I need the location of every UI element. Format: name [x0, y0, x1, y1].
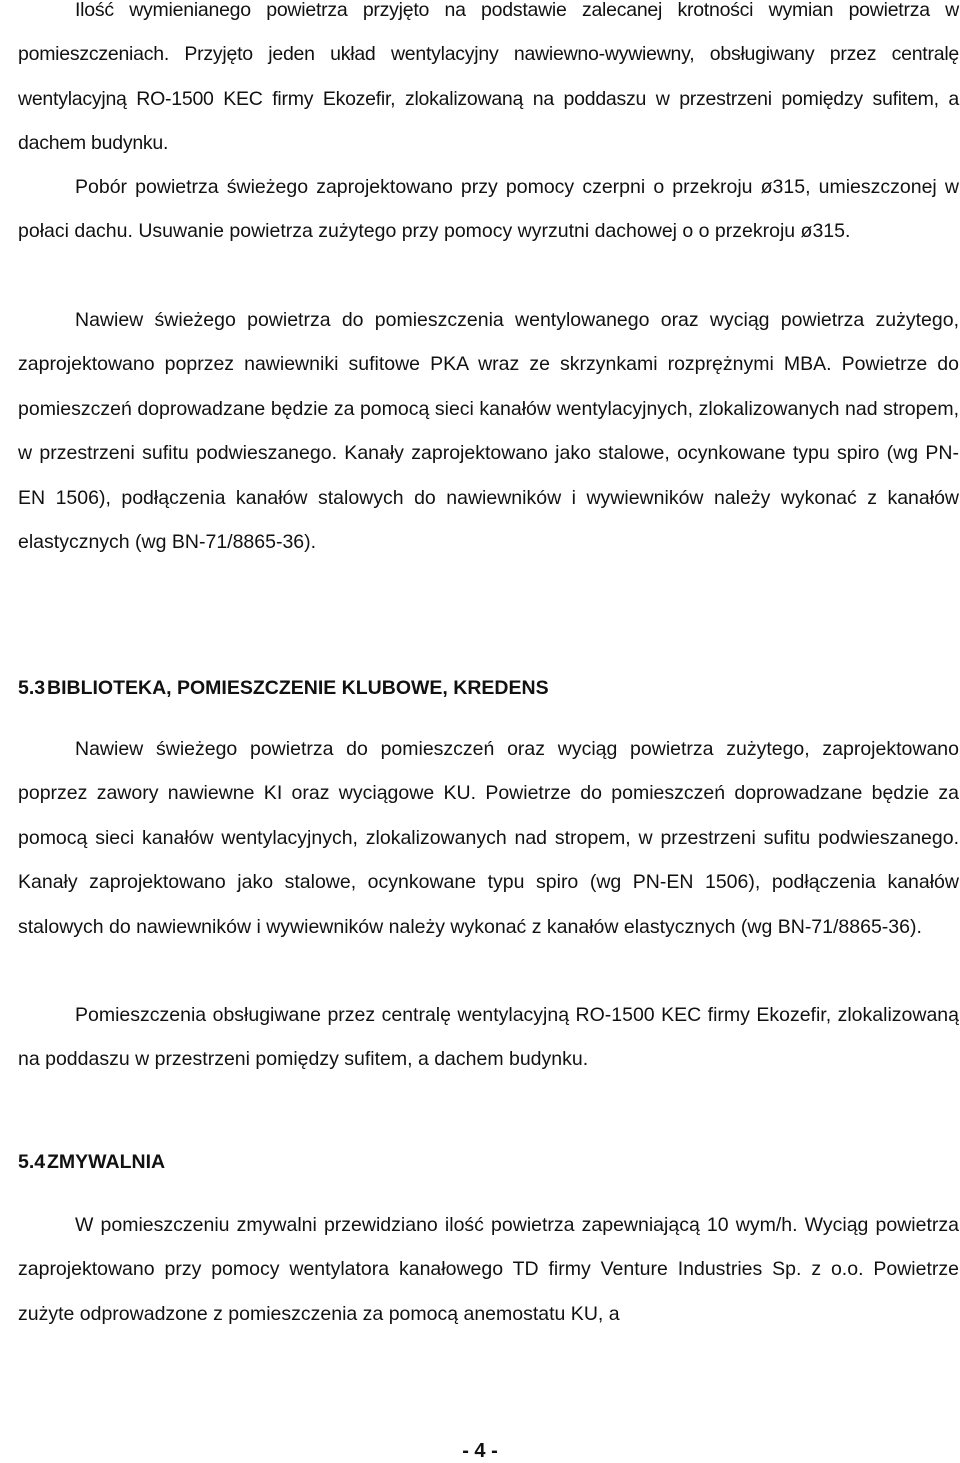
- paragraph-library-ventilation: Nawiew świeżego powietrza do pomieszczeń oraz wyciąg powietrza zużytego, zaprojektowano poprzez zawory nawiewne KI oraz wyciągowe KU. Powietrze do pomieszczeń doprowadzane będzie za pomocą sieci kanałów wentylacyjnych, zlokalizowanych nad stropem, w przestrzeni sufitu podwieszanego. Kanały zaprojektowano jako stalowe, ocynkowane typu spiro (wg PN-EN 1506), podłączenia kanałów stalowych do nawiewników i wywiewników należy wykonać z kanałów elastycznych (wg BN-71/8865-36).: [18, 738, 959, 938]
- section-number: 5.4: [18, 1151, 46, 1173]
- paragraph-dishwashing-room: W pomieszczeniu zmywalni przewidziano ilość powietrza zapewniającą 10 wym/h. Wyciąg powietrza zaprojektowano przy pomocy wentylatora kanałowego TD firmy Venture Industries Sp. z o.o. Powietrze zużyte odprowadzone z pomieszczenia za pomocą anemostatu KU, a: [18, 1214, 959, 1325]
- section-title: ZMYWALNIA: [47, 1151, 166, 1173]
- section-heading-5-4: [18, 1150, 165, 1174]
- paragraph-ventilation-system: Ilość wymienianego powietrza przyjęto na podstawie zalecanej krotności wymian powietrza w pomieszczeniach. Przyjęto jeden układ wentylacyjny nawiewno-wywiewny, obsługiwany przez centralę wentylacyjną RO-1500 KEC firmy Ekozefir, zlokalizowaną na poddaszu w przestrzeni pomiędzy sufitem, a dachem budynku.: [18, 0, 959, 155]
- paragraph-air-intake-exhaust: Pobór powietrza świeżego zaprojektowano przy pomocy czerpni o przekroju ø315, umieszczonej w połaci dachu. Usuwanie powietrza zużytego przy pomocy wyrzutni dachowej o o przekroju ø315.: [18, 176, 959, 243]
- page-number: - 4 -: [462, 1440, 498, 1462]
- paragraph-supply-exhaust-diffusers: Nawiew świeżego powietrza do pomieszczenia wentylowanego oraz wyciąg powietrza zużytego, zaprojektowano poprzez nawiewniki sufitowe PKA wraz ze skrzynkami rozprężnymi MBA. Powietrze do pomieszczeń doprowadzane będzie za pomocą sieci kanałów wentylacyjnych, zlokalizowanych nad stropem, w przestrzeni sufitu podwieszanego. Kanały zaprojektowano jako stalowe, ocynkowane typu spiro (wg PN-EN 1506), podłączenia kanałów stalowych do nawiewników i wywiewników należy wykonać z kanałów elastycznych (wg BN-71/8865-36).: [18, 309, 959, 554]
- section-title: BIBLIOTEKA, POMIESZCZENIE KLUBOWE, KREDENS: [47, 677, 549, 699]
- section-number: 5.3: [18, 677, 46, 699]
- paragraph-library-air-handling-unit: Pomieszczenia obsługiwane przez centralę wentylacyjną RO-1500 KEC firmy Ekozefir, zlokalizowaną na poddaszu w przestrzeni pomiędzy sufitem, a dachem budynku.: [18, 1004, 959, 1071]
- section-heading-5-3: [18, 676, 549, 700]
